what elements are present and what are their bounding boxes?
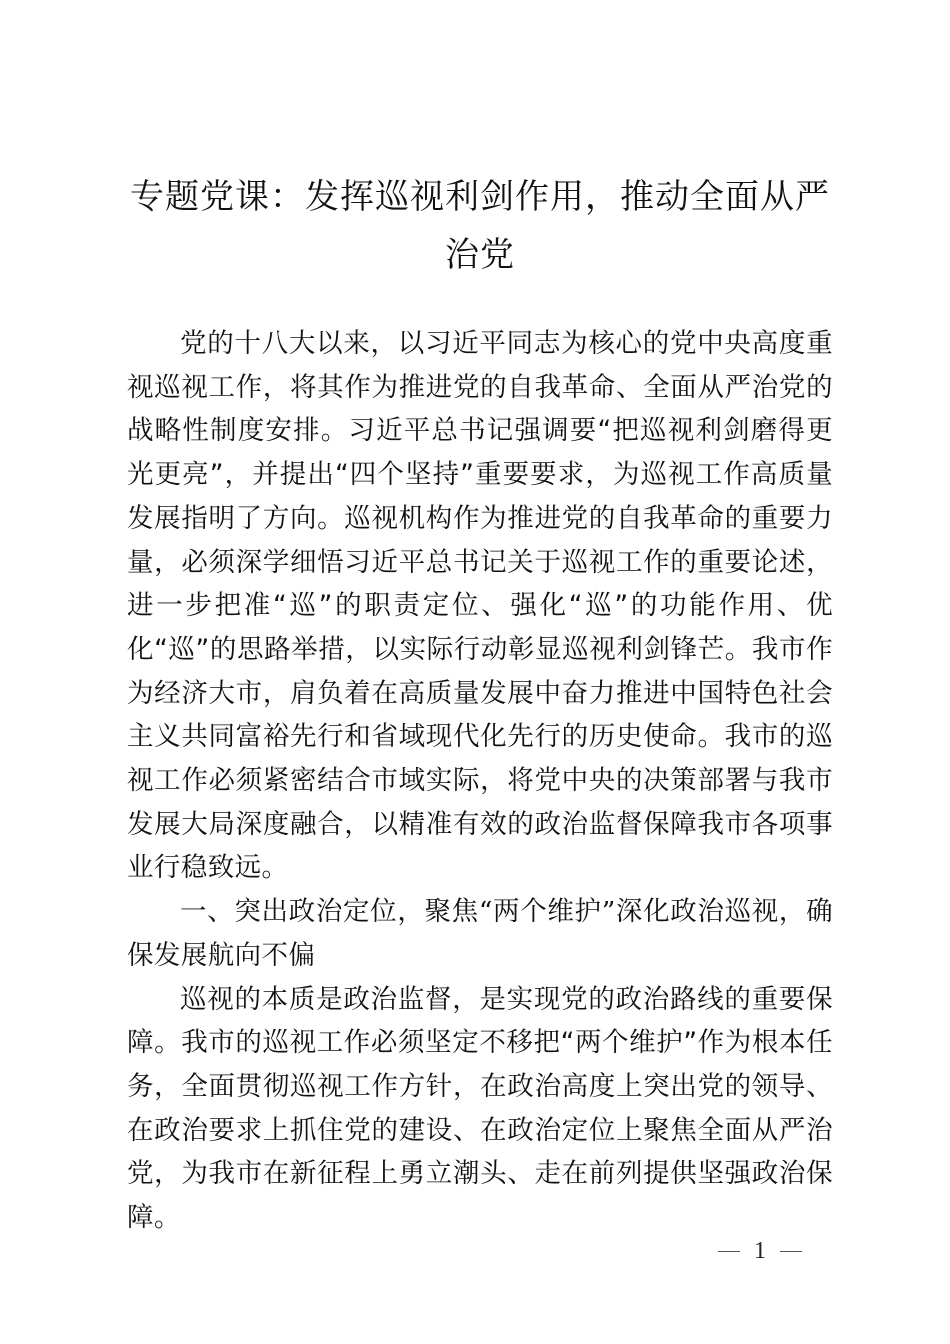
section-paragraph-1: 巡视的本质是政治监督，是实现党的政治路线的重要保障。我市的巡视工作必须坚定不移把“两个维护”作为根本任务，全面贯彻巡视工作方针，在政治高度上突出党的领导、在政治要求上抓住党的建设、在政治定位上聚焦全面从严治党，为我市在新征程上勇立潮头、走在前列提供坚强政治保障。 [127, 983, 833, 1234]
page-number [718, 1238, 802, 1265]
title-line-2: 治党 [445, 235, 515, 275]
section-heading-1: 一、突出政治定位，聚焦“两个维护”深化政治巡视，确保发展航向不偏 [127, 896, 833, 971]
document-title [120, 168, 840, 284]
document-body [127, 322, 833, 1240]
intro-paragraph: 党的十八大以来，以习近平同志为核心的党中央高度重视巡视工作，将其作为推进党的自我革命、全面从严治党的战略性制度安排。习近平总书记强调要“把巡视利剑磨得更光更亮”，并提出“四个坚持”重要要求，为巡视工作高质量发展指明了方向。巡视机构作为推进党的自我革命的重要力量，必须深学细悟习近平总书记关于巡视工作的重要论述，进一步把准“巡”的职责定位、强化“巡”的功能作用、优化“巡”的思路举措，以实际行动彰显巡视利剑锋芒。我市作为经济大市，肩负着在高质量发展中奋力推进中国特色社会主义共同富裕先行和省域现代化先行的历史使命。我市的巡视工作必须紧密结合市域实际，将党中央的决策部署与我市发展大局深度融合，以精准有效的政治监督保障我市各项事业行稳致远。 [127, 328, 833, 884]
page-number-value: 1 [754, 1238, 766, 1264]
page-number-dash-left [718, 1251, 740, 1253]
title-line-1: 专题党课：发挥巡视利剑作用，推动全面从严 [130, 177, 830, 217]
page-number-dash-right [780, 1251, 802, 1253]
